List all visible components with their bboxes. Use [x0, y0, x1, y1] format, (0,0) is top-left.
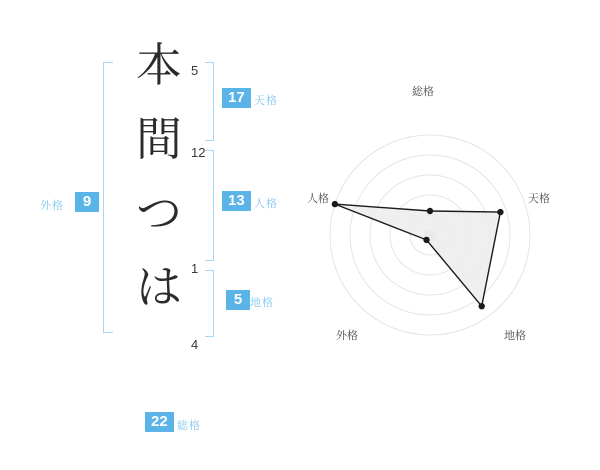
stroke-count-3: 1: [191, 261, 199, 276]
radar-axis-label-soukaku: 総格: [412, 86, 434, 98]
bracket-jinkaku-top: [205, 150, 214, 151]
score-value-soukaku: 22: [145, 412, 174, 432]
name-character-4: は: [136, 260, 182, 314]
bracket-jinkaku-bottom: [205, 260, 214, 261]
bracket-tenkaku-bottom: [205, 140, 214, 141]
stroke-count-2: 12: [191, 145, 206, 160]
radar-axis-label-chikaku: 地格: [504, 330, 526, 342]
radar-axis-label-tenkaku: 天格: [528, 193, 550, 205]
name-character-2: 間: [136, 112, 182, 166]
name-characters-column: [128, 28, 190, 324]
score-label-jinkaku: 人格: [254, 198, 278, 210]
score-label-tenkaku: 天格: [254, 95, 278, 107]
stroke-count-4: 4: [191, 337, 199, 352]
radar-chart-svg: [300, 105, 560, 365]
score-label-soukaku: 総格: [177, 420, 201, 432]
bracket-chikaku-top: [205, 270, 214, 271]
score-value-tenkaku: 17: [222, 88, 251, 108]
radar-data-point: [332, 201, 338, 207]
radar-axis-label-gaikaku: 外格: [336, 330, 358, 342]
bracket-chikaku-bottom: [205, 336, 214, 337]
bracket-jinkaku-vertical: [213, 150, 214, 260]
bracket-outer-top: [103, 62, 113, 63]
radar-data-point: [479, 303, 485, 309]
name-character-1: 本: [136, 38, 182, 92]
score-value-chikaku: 5: [226, 290, 250, 310]
score-label-chikaku: 地格: [250, 297, 274, 309]
stroke-count-1: 5: [191, 63, 199, 78]
bracket-chikaku-vertical: [213, 270, 214, 336]
bracket-tenkaku-top: [205, 62, 214, 63]
bracket-outer-bottom: [103, 332, 113, 333]
bracket-tenkaku-vertical: [213, 62, 214, 140]
radar-series: [332, 201, 504, 310]
radar-axis-label-jinkaku: 人格: [307, 193, 329, 205]
name-character-3: つ: [136, 186, 182, 240]
score-label-gaikaku: 外格: [40, 200, 64, 212]
radar-data-point: [427, 208, 433, 214]
radar-chart: [300, 86, 560, 370]
score-value-jinkaku: 13: [222, 191, 251, 211]
score-value-gaikaku: 9: [75, 192, 99, 212]
radar-data-point: [423, 237, 429, 243]
radar-data-point: [497, 209, 503, 215]
bracket-outer-vertical: [103, 62, 104, 332]
